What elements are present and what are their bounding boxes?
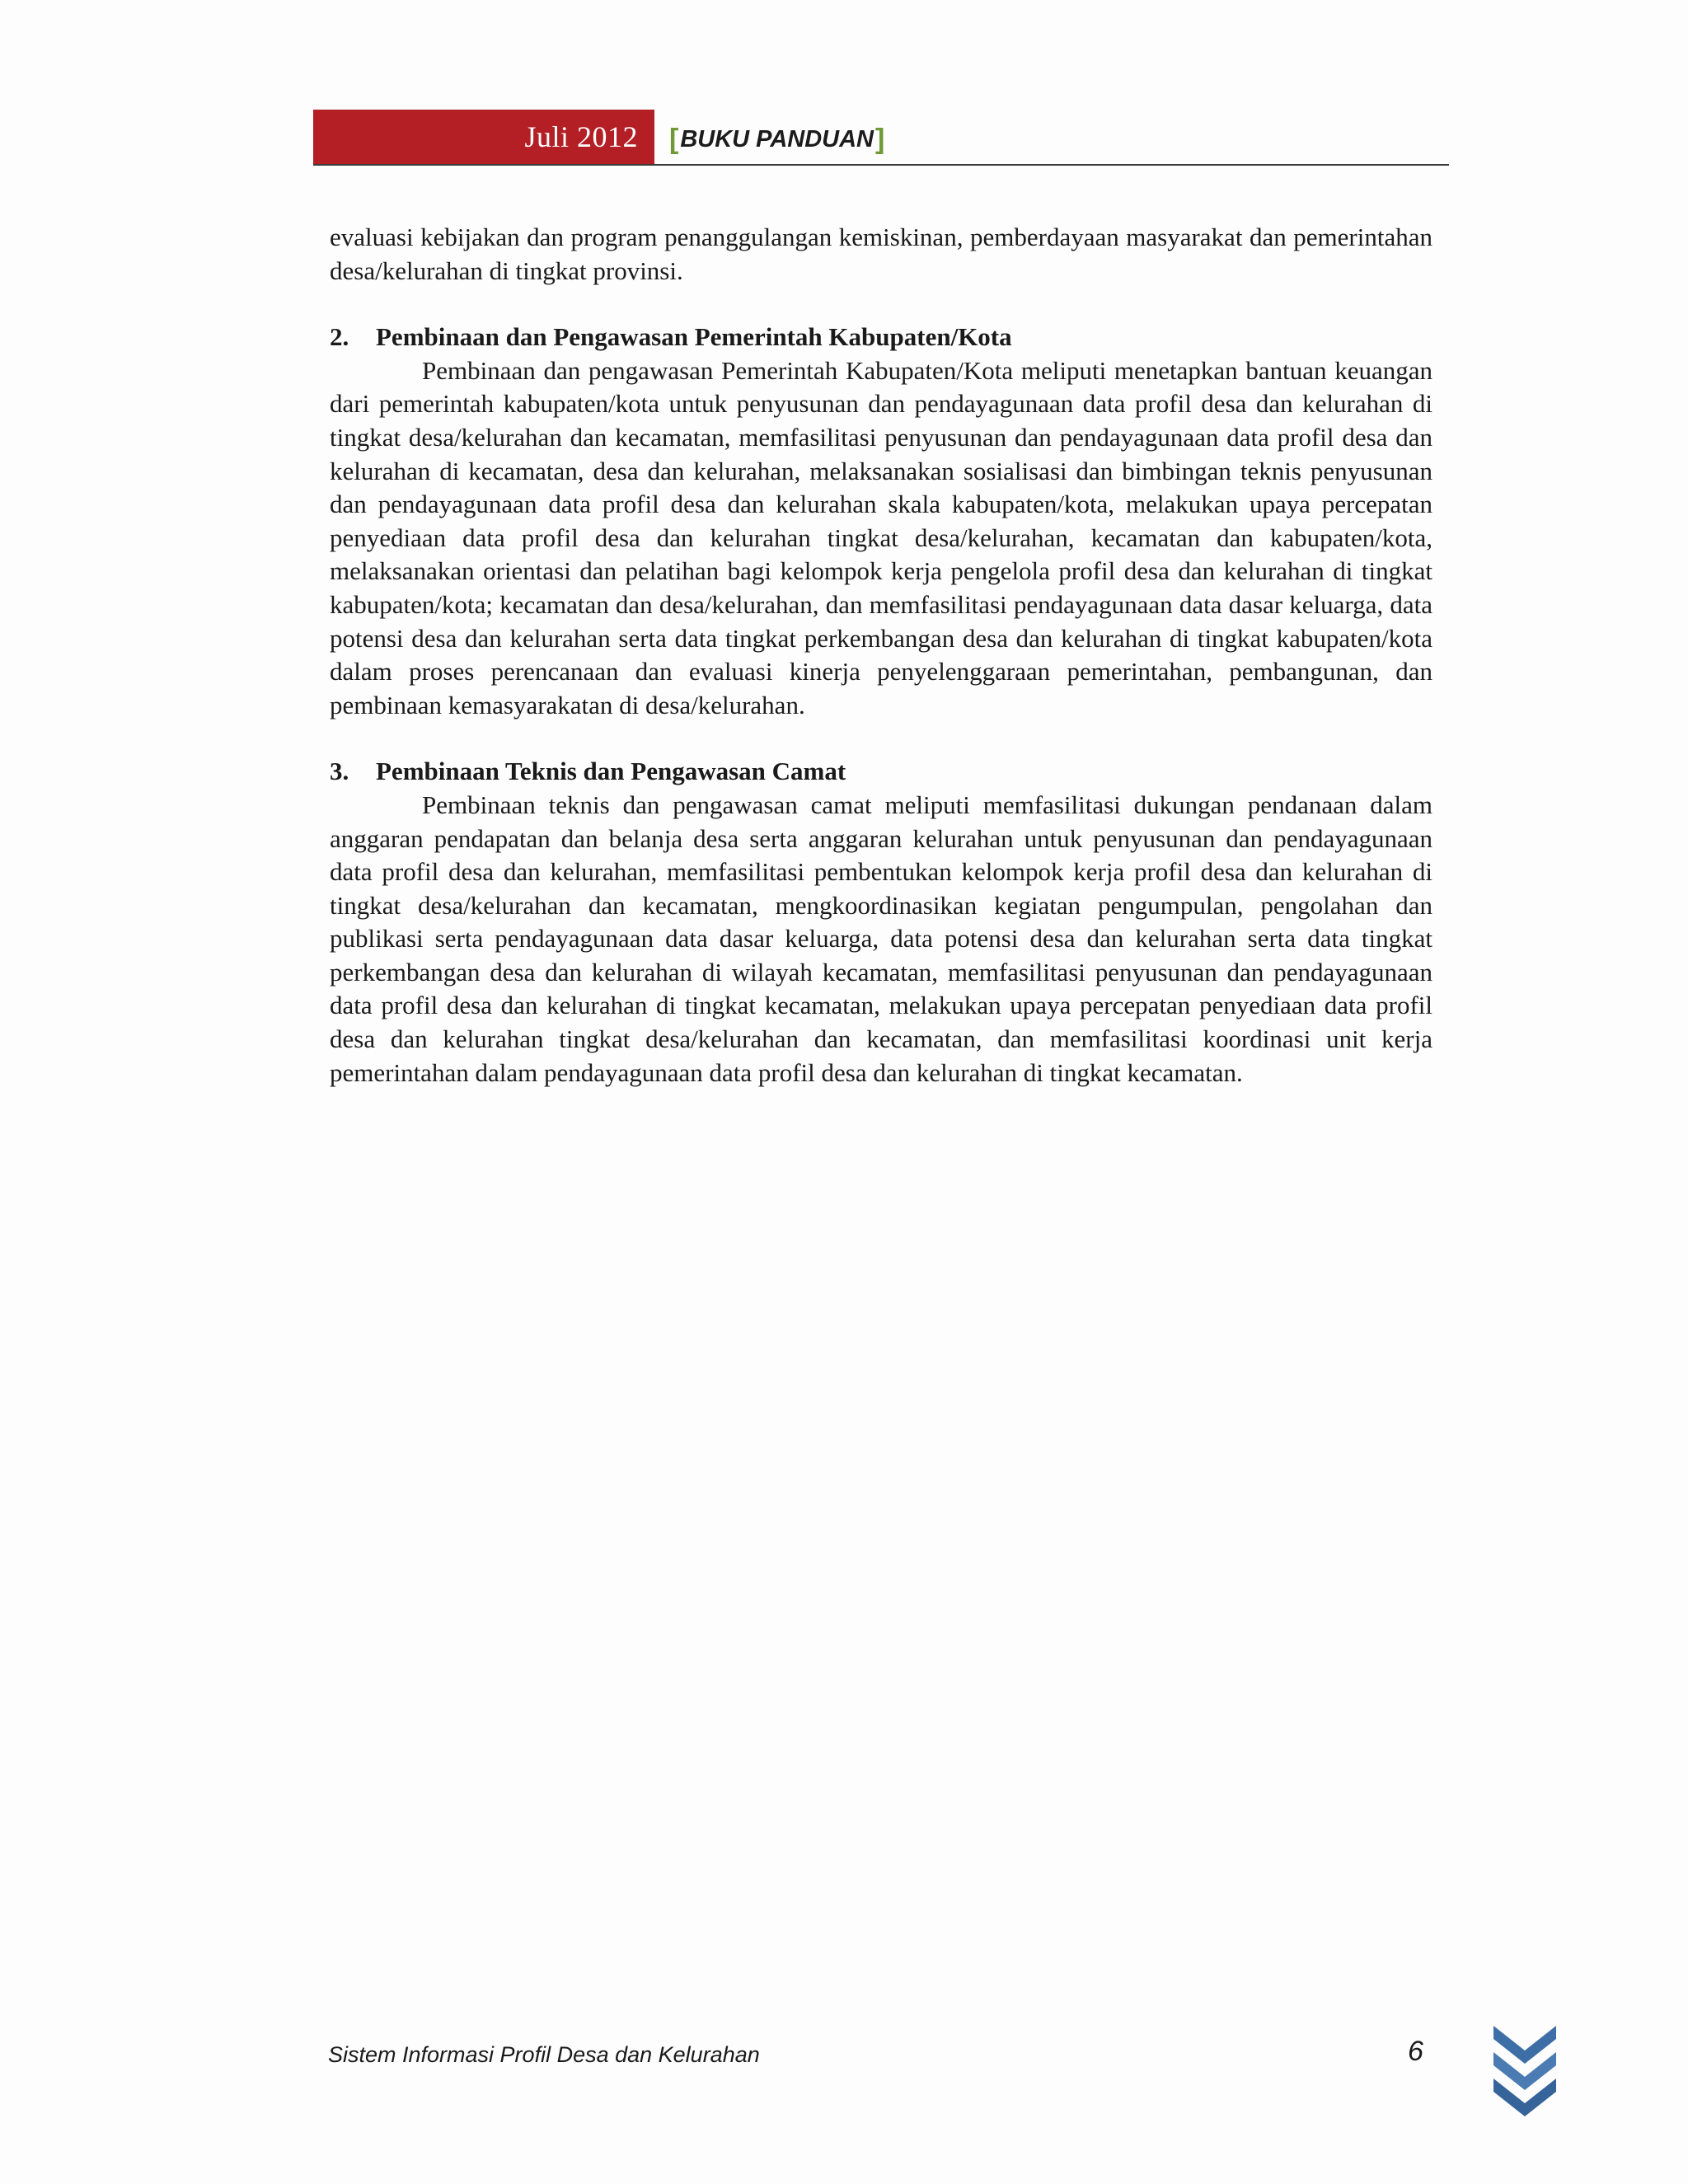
header-date-block (313, 110, 654, 164)
triple-chevron-down-icon (1492, 2021, 1558, 2120)
page-number: 6 (1408, 2036, 1423, 2067)
header-divider (313, 164, 1449, 166)
section-title: Pembinaan dan Pengawasan Pemerintah Kabupaten/Kota (376, 322, 1012, 352)
section-heading (330, 755, 1432, 789)
body-content (330, 221, 1432, 1090)
footer-title: Sistem Informasi Profil Desa dan Kelurahan (328, 2042, 760, 2067)
header-bracket-open: [ (669, 123, 679, 155)
section-paragraph: Pembinaan teknis dan pengawasan camat meliputi memfasilitasi dukungan pendanaan dalam anggaran pendapatan dan belanja desa serta anggaran kelurahan untuk penyusunan dan pendayagunaan data profil desa dan kelurahan, memfasilitasi pembentukan kelompok kerja profil desa dan kelurahan di tingkat desa/kelurahan dan kecamatan, mengkoordinasikan kegiatan pengumpulan, pengolahan dan publikasi serta pendayagunaan data dasar keluarga, data potensi desa dan kelurahan serta data tingkat perkembangan desa dan kelurahan di wilayah kecamatan, memfasilitasi penyusunan dan pendayagunaan data profil desa dan kelurahan di tingkat kecamatan, melakukan upaya percepatan penyediaan data profil desa dan kelurahan tingkat desa/kelurahan dan kecamatan, dan memfasilitasi koordinasi unit kerja pemerintahan dalam pendayagunaan data profil desa dan kelurahan di tingkat kecamatan. (330, 790, 1432, 1087)
header-bracket-close: ] (875, 123, 885, 155)
page-header (313, 110, 1449, 166)
section-title: Pembinaan Teknis dan Pengawasan Camat (376, 757, 846, 786)
intro-paragraph: evaluasi kebijakan dan program penanggulangan kemiskinan, pemberdayaan masyarakat dan pemerintahan desa/kelurahan di tingkat provinsi. (330, 223, 1432, 285)
section-number: 3. (330, 757, 349, 786)
section-number: 2. (330, 322, 349, 352)
header-title-group (669, 121, 884, 157)
section-paragraph: Pembinaan dan pengawasan Pemerintah Kabupaten/Kota meliputi menetapkan bantuan keuangan dari pemerintah kabupaten/kota untuk penyusunan dan pendayagunaan data profil desa dan kelurahan di tingkat desa/kelurahan dan kecamatan, memfasilitasi penyusunan dan pendayagunaan data profil desa dan kelurahan di kecamatan, desa dan kelurahan, melaksanakan sosialisasi dan bimbingan teknis penyusunan dan pendayagunaan data profil desa dan kelurahan skala kabupaten/kota, melakukan upaya percepatan penyediaan data profil desa dan kelurahan tingkat desa/kelurahan, kecamatan dan kabupaten/kota, melaksanakan orientasi dan pelatihan bagi kelompok kerja pengelola profil desa dan kelurahan di tingkat kabupaten/kota; kecamatan dan desa/kelurahan, dan memfasilitasi pendayagunaan data dasar keluarga, data potensi desa dan kelurahan serta data tingkat perkembangan desa dan kelurahan di tingkat kabupaten/kota dalam proses perencanaan dan evaluasi kinerja penyelenggaraan pemerintahan, pembangunan, dan pembinaan kemasyarakatan di desa/kelurahan. (330, 355, 1432, 719)
section-heading (330, 321, 1432, 354)
header-title: BUKU PANDUAN (680, 125, 874, 152)
header-date: Juli 2012 (524, 120, 638, 153)
